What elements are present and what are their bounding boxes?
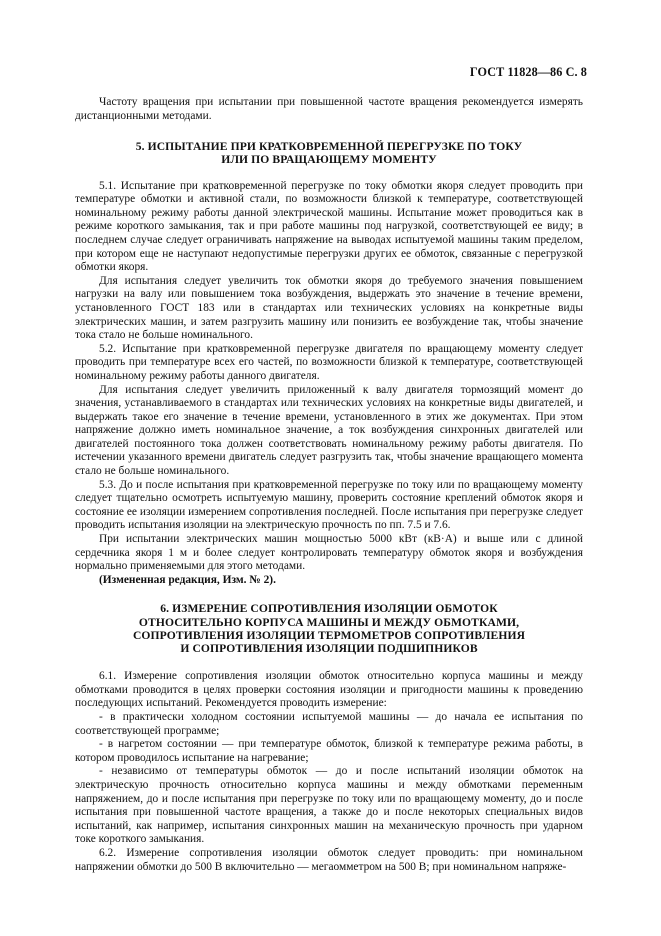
paragraph-5-3-b: При испытании электрических машин мощностью 5000 кВт (кВ·А) и выше или с длиной сердечника якоря 1 м и более следует контролировать температуру обмоток якоря и возбуждения нормально применяемыми для этого методами. xyxy=(75,533,583,573)
list-item: - независимо от температуры обмоток — до и после испытаний изоляции обмоток на электрическую прочность относительно корпуса машины и между обмотками переменным напряжением, до и после испытания при перегрузке по току или по вращающему моменту, до и после испытания при повышенной частоте вращения, а также до и после некоторых специальных видов испытаний, как например, испытания синхронных машин на механическую прочность при ударном токе короткого замыкания. xyxy=(75,765,583,846)
section-6-title-line-3: СОПРОТИВЛЕНИЯ ИЗОЛЯЦИИ ТЕРМОМЕТРОВ СОПРОТИВЛЕНИЯ xyxy=(132,628,526,642)
paragraph-5-3: 5.3. До и после испытания при кратковременной перегрузке по току или по вращающему моменту следует тщательно осмотреть испытуемую машину, проверить состояние креплений обмоток якоря и состояние ее изоляции измерением сопротивления последней. После испытания при перегрузке следует проводить испытания изоляции на электрическую прочность по пп. 7.5 и 7.6. xyxy=(75,478,583,532)
list-item: - в практически холодном состоянии испытуемой машины — до начала ее испытания по соответствующей программе; xyxy=(75,711,583,737)
document-body xyxy=(75,96,583,874)
list-item: - в нагретом состоянии — при температуре обмоток, близкой к температуре режима работы, в котором проводилось испытание на нагревание; xyxy=(75,738,583,764)
intro-paragraph: Частоту вращения при испытании при повышенной частоте вращения рекомендуется измерять дистанционными методами. xyxy=(75,96,583,122)
section-5-title xyxy=(75,140,583,166)
section-5-title-line-1: 5. ИСПЫТАНИЕ ПРИ КРАТКОВРЕМЕННОЙ ПЕРЕГРУЗКЕ ПО ТОКУ xyxy=(135,140,523,154)
page-header: ГОСТ 11828—86 С. 8 xyxy=(469,65,587,79)
paragraph-5-2: 5.2. Испытание при кратковременной перегрузке двигателя по вращающему моменту следует проводить при температуре всех его частей, по возможности близкой к температуре, соответствующей номинальному режиму работы данного двигателя. xyxy=(75,342,583,382)
section-6-title-line-1: 6. ИЗМЕРЕНИЕ СОПРОТИВЛЕНИЯ ИЗОЛЯЦИИ ОБМОТОК xyxy=(160,602,498,616)
paragraph-5-1-b: Для испытания следует увеличить ток обмотки якоря до требуемого значения повышением нагрузки на валу или повышением тока возбуждения, выдержать это значение в течение времени, установленного ГОСТ 183 или в стандартах или технических условиях на конкретные виды электрических машин, и затем разгрузить машину или понизить ее возбуждение так, чтобы значение тока стало не больше номинального. xyxy=(75,274,583,342)
paragraph-5-2-b: Для испытания следует увеличить приложенный к валу двигателя тормозящий момент до значения, устанавливаемого в стандартах или технических условиях на конкретные виды двигателей, и выдержать такое его значение в течение времени, установленного в этих же документах. При этом напряжение должно иметь номинальное значение, а ток возбуждения синхронных двигателей или двигателей постоянного тока должен соответствовать номинальному режиму работы двигателя. По истечении указанного времени двигатель следует разгрузить так, чтобы значение вращающего момента стало не больше номинального. xyxy=(75,383,583,478)
edit-note: (Измененная редакция, Изм. № 2). xyxy=(99,573,276,586)
section-6-title-line-4: И СОПРОТИВЛЕНИЯ ИЗОЛЯЦИИ ПОДШИПНИКОВ xyxy=(180,642,478,656)
paragraph-5-1: 5.1. Испытание при кратковременной перегрузке по току обмотки якоря следует проводить при температуре обмотки и активной стали, по возможности близкой к температуре, соответствующей номинальному режиму работы данной электрической машины. Испытание может проводиться как в режиме короткого замыкания, так и при работе машины под нагрузкой, соответствующей ее виду; в последнем случае следует ограничивать напряжение на выводах испытуемой машины таким пределом, при котором еще не наступают недопустимые перегрузки других ее обмоток, связанные с перегрузкой обмотки якоря. xyxy=(75,179,583,274)
section-5 xyxy=(75,140,583,587)
section-5-title-line-2: ИЛИ ПО ВРАЩАЮЩЕМУ МОМЕНТУ xyxy=(221,153,437,167)
paragraph-6-2: 6.2. Измерение сопротивления изоляции обмоток следует проводить: при номинальном напряжении обмотки до 500 В включительно — мегаомметром на 500 В; при номинальном напряже- xyxy=(75,846,583,873)
section-6 xyxy=(75,602,583,874)
paragraph-6-1: 6.1. Измерение сопротивления изоляции обмоток относительно корпуса машины и между обмотками проводится в целях проверки состояния изоляции и пригодности машины к проведению последующих испытаний. Рекомендуется проводить измерение: xyxy=(75,670,583,710)
section-6-title-line-2: ОТНОСИТЕЛЬНО КОРПУСА МАШИНЫ И МЕЖДУ ОБМОТКАМИ, xyxy=(138,615,520,629)
section-6-title xyxy=(75,602,583,655)
